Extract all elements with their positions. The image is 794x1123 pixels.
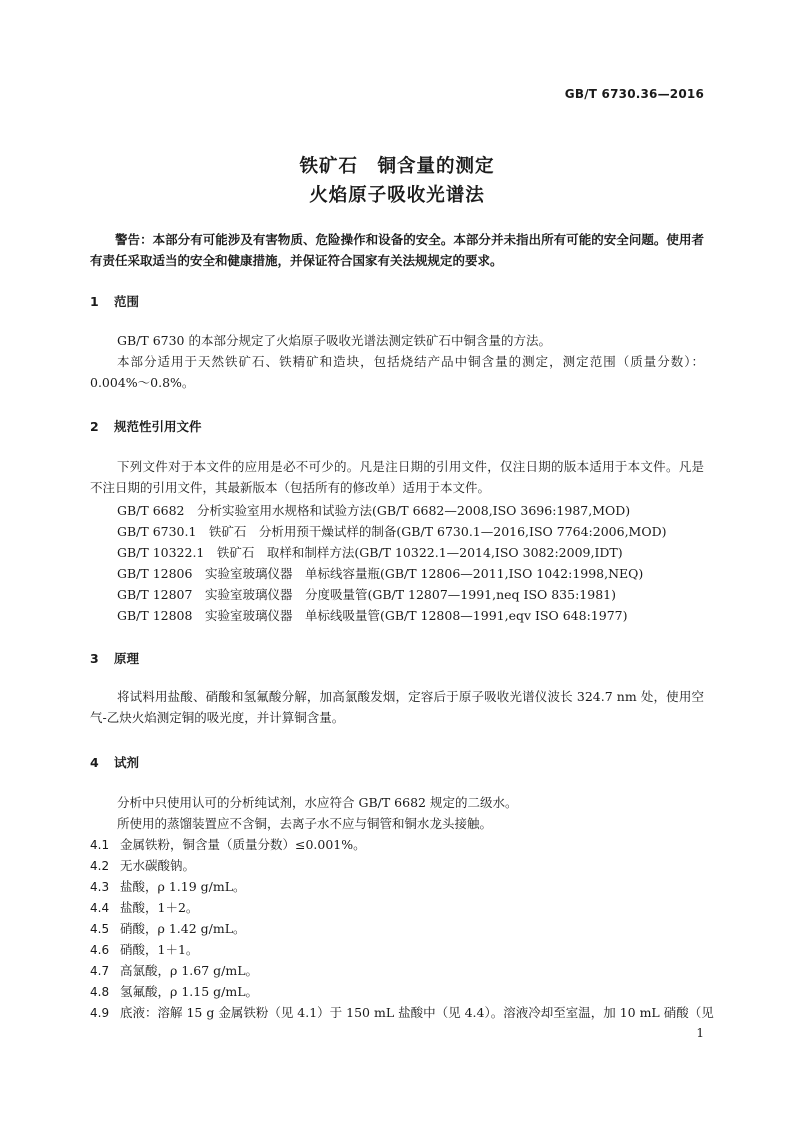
- reagent-text: 盐酸，1＋2。: [120, 900, 199, 915]
- section-number: 3: [90, 651, 99, 666]
- principle-paragraph: 将试料用盐酸、硝酸和氢氟酸分解，加高氯酸发烟，定容后于原子吸收光谱仪波长 324.7 nm 处，使用空气-乙炔火焰测定铜的吸光度，并计算铜含量。: [90, 689, 704, 725]
- reagents-paragraph-2: 所使用的蒸馏装置应不含铜，去离子水不应与铜管和铜水龙头接触。: [117, 816, 493, 831]
- reagent-text: 氢氟酸，ρ 1.15 g/mL。: [120, 984, 258, 999]
- reagent-text: 金属铁粉，铜含量（质量分数）≤0.001%。: [120, 837, 366, 852]
- reference-item: GB/T 12808 实验室玻璃仪器 单标线吸量管(GB/T 12808—1991,eqv ISO 648:1977): [117, 608, 628, 623]
- reagent-number: 4.1: [90, 838, 110, 852]
- reagent-item: [90, 856, 704, 874]
- reference-item: GB/T 12807 实验室玻璃仪器 分度吸量管(GB/T 12807—1991,neq ISO 835:1981): [117, 587, 616, 602]
- reagent-number: 4.5: [90, 922, 110, 936]
- reagent-item: [90, 961, 704, 979]
- safety-warning: 警告：本部分有可能涉及有害物质、危险操作和设备的安全。本部分并未指出所有可能的安全问题。使用者有责任采取适当的安全和健康措施，并保证符合国家有关法规规定的要求。: [90, 232, 704, 268]
- reference-item: GB/T 6682 分析实验室用水规格和试验方法(GB/T 6682—2008,ISO 3696:1987,MOD): [117, 503, 631, 518]
- reagent-item: [90, 940, 704, 958]
- section-number: 4: [90, 755, 99, 770]
- reagent-text: 盐酸，ρ 1.19 g/mL。: [120, 879, 246, 894]
- scope-paragraph-1: GB/T 6730 的本部分规定了火焰原子吸收光谱法测定铁矿石中铜含量的方法。: [117, 333, 551, 348]
- section-2-heading: [90, 417, 202, 435]
- reagent-number: 4.2: [90, 859, 110, 873]
- reagent-text: 底液：溶解 15 g 金属铁粉（见 4.1）于 150 mL 盐酸中（见 4.4）。溶液冷却至室温，加 10 mL 硝酸（见: [120, 1005, 714, 1020]
- reagent-text: 硝酸，ρ 1.42 g/mL。: [120, 921, 246, 936]
- reagent-number: 4.3: [90, 880, 110, 894]
- section-title: 原理: [114, 651, 140, 666]
- section-number: 1: [90, 294, 99, 309]
- section-3-heading: [90, 649, 139, 667]
- title-line-1: 铁矿石 铜含量的测定: [299, 156, 495, 177]
- reagent-text: 硝酸，1＋1。: [120, 942, 199, 957]
- reference-item: GB/T 6730.1 铁矿石 分析用预干燥试样的制备(GB/T 6730.1—2016,ISO 7764:2006,MOD): [117, 524, 667, 539]
- reagent-text: 高氯酸，ρ 1.67 g/mL。: [120, 963, 258, 978]
- scope-paragraph-2: 本部分适用于天然铁矿石、铁精矿和造块，包括烧结产品中铜含量的测定，测定范围（质量分数）：0.004%～0.8%。: [90, 354, 704, 390]
- standard-code: GB/T 6730.36—2016: [564, 87, 704, 101]
- title-line-2: 火焰原子吸收光谱法: [309, 185, 485, 206]
- reagent-number: 4.8: [90, 985, 110, 999]
- reagent-item: [90, 835, 704, 853]
- reference-item: GB/T 10322.1 铁矿石 取样和制样方法(GB/T 10322.1—2014,ISO 3082:2009,IDT): [117, 545, 623, 560]
- page-number: 1: [696, 1026, 704, 1040]
- reference-item: GB/T 12806 实验室玻璃仪器 单标线容量瓶(GB/T 12806—2011,ISO 1042:1998,NEQ): [117, 566, 644, 581]
- reagent-number: 4.6: [90, 943, 110, 957]
- reagent-number: 4.7: [90, 964, 110, 978]
- reagent-item: [90, 1003, 714, 1021]
- reagent-item: [90, 898, 704, 916]
- section-number: 2: [90, 419, 99, 434]
- section-4-heading: [90, 753, 139, 771]
- reagent-text: 无水碳酸钠。: [120, 858, 196, 873]
- reagent-item: [90, 982, 704, 1000]
- reagent-item: [90, 877, 704, 895]
- section-1-heading: [90, 292, 139, 310]
- reagents-paragraph-1: 分析中只使用认可的分析纯试剂，水应符合 GB/T 6682 规定的二级水。: [117, 795, 518, 810]
- section-title: 规范性引用文件: [114, 419, 202, 434]
- reagent-number: 4.9: [90, 1006, 110, 1020]
- reagent-number: 4.4: [90, 901, 110, 915]
- reagent-item: [90, 919, 704, 937]
- section-title: 范围: [114, 294, 140, 309]
- references-intro: 下列文件对于本文件的应用是必不可少的。凡是注日期的引用文件，仅注日期的版本适用于本文件。凡是不注日期的引用文件，其最新版本（包括所有的修改单）适用于本文件。: [90, 459, 704, 495]
- section-title: 试剂: [114, 755, 140, 770]
